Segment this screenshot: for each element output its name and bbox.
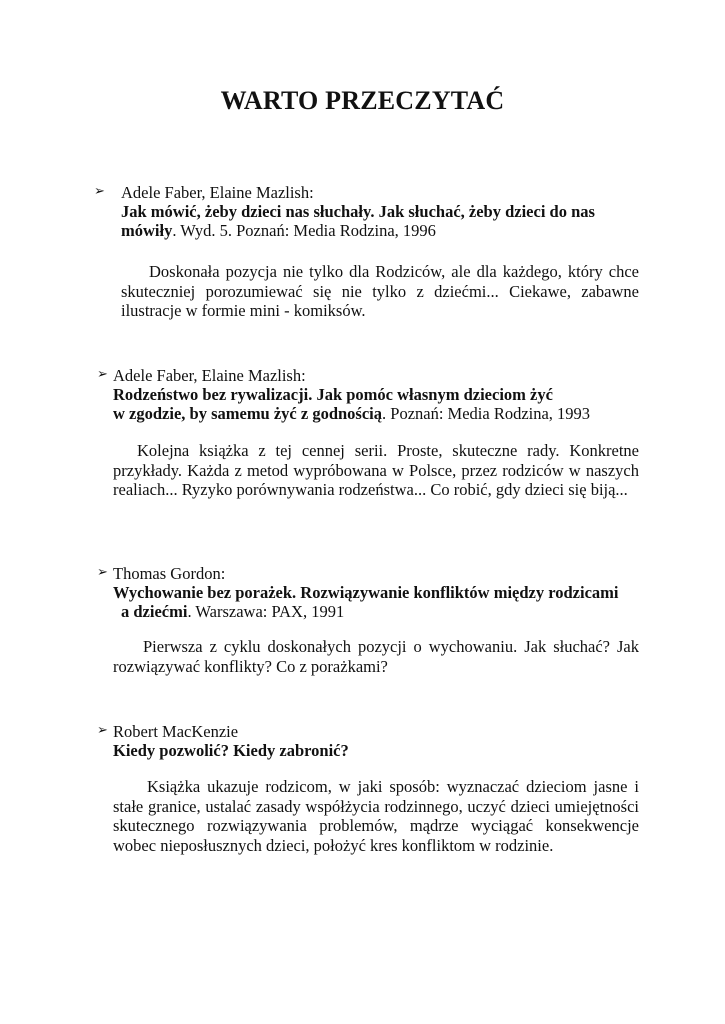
book-entry	[113, 564, 619, 621]
book-author: Adele Faber, Elaine Mazlish:	[113, 366, 306, 385]
book-description-text: Doskonała pozycja nie tylko dla Rodziców, ale dla każdego, który chce skuteczniej porozumiewać się nie tylko z dziećmi... Ciekawe, zabawne ilustracje w formie mini - komiksów.	[121, 262, 639, 320]
book-title-cont: w zgodzie, by samemu żyć z godnością	[113, 404, 383, 423]
book-description-text: Kolejna książka z tej cennej serii. Proste, skuteczne rady. Konkretne przykłady. Każda z metod wypróbowana w Polsce, przez rodziców w naszych realiach... Ryzyko porównywania rodzeństwa... Co robić, gdy dzieci się biją...	[113, 441, 639, 499]
bullet-icon: ➢	[94, 184, 105, 199]
book-description-text: Pierwsza z cyklu doskonałych pozycji o wychowaniu. Jak słuchać? Jak rozwiązywać konflikty? Co z porażkami?	[113, 637, 639, 676]
book-publication: . Wyd. 5. Poznań: Media Rodzina, 1996	[172, 221, 436, 240]
book-author: Robert MacKenzie	[113, 722, 239, 741]
book-publication: . Poznań: Media Rodzina, 1993	[382, 404, 591, 423]
book-publication: . Warszawa: PAX, 1991	[187, 602, 345, 621]
book-entry	[113, 722, 349, 760]
book-description-text: Książka ukazuje rodzicom, w jaki sposób: wyznaczać dzieciom jasne i stałe granice, ustalać zasady współżycia rodzinnego, uczyć dzieci umiejętności skutecznego rozwiązywania problemów, mądrze wyciągać konsekwencje wobec nieposłusznych dzieci, położyć kres konfliktom w rodzinie.	[113, 777, 639, 855]
bullet-icon: ➢	[97, 565, 108, 580]
bullet-icon: ➢	[97, 367, 108, 382]
book-title: Jak mówić, żeby dzieci nas słuchały. Jak słuchać, żeby dzieci do nas	[121, 202, 595, 221]
book-entry	[113, 366, 590, 423]
bullet-icon: ➢	[97, 723, 108, 738]
book-title-cont: a dziećmi	[121, 602, 188, 621]
book-description	[113, 777, 639, 855]
book-title: Wychowanie bez porażek. Rozwiązywanie konfliktów między rodzicami	[113, 583, 619, 602]
book-author: Adele Faber, Elaine Mazlish:	[121, 183, 314, 202]
book-author: Thomas Gordon:	[113, 564, 226, 583]
book-title-cont: mówiły	[121, 221, 173, 240]
book-description	[113, 637, 639, 676]
book-title: Kiedy pozwolić? Kiedy zabronić?	[113, 741, 349, 760]
book-title: Rodzeństwo bez rywalizacji. Jak pomóc własnym dzieciom żyć	[113, 385, 553, 404]
book-description	[113, 441, 639, 500]
book-description	[121, 262, 639, 321]
page-title: WARTO PRZECZYTAĆ	[220, 86, 505, 115]
book-entry	[121, 183, 595, 240]
